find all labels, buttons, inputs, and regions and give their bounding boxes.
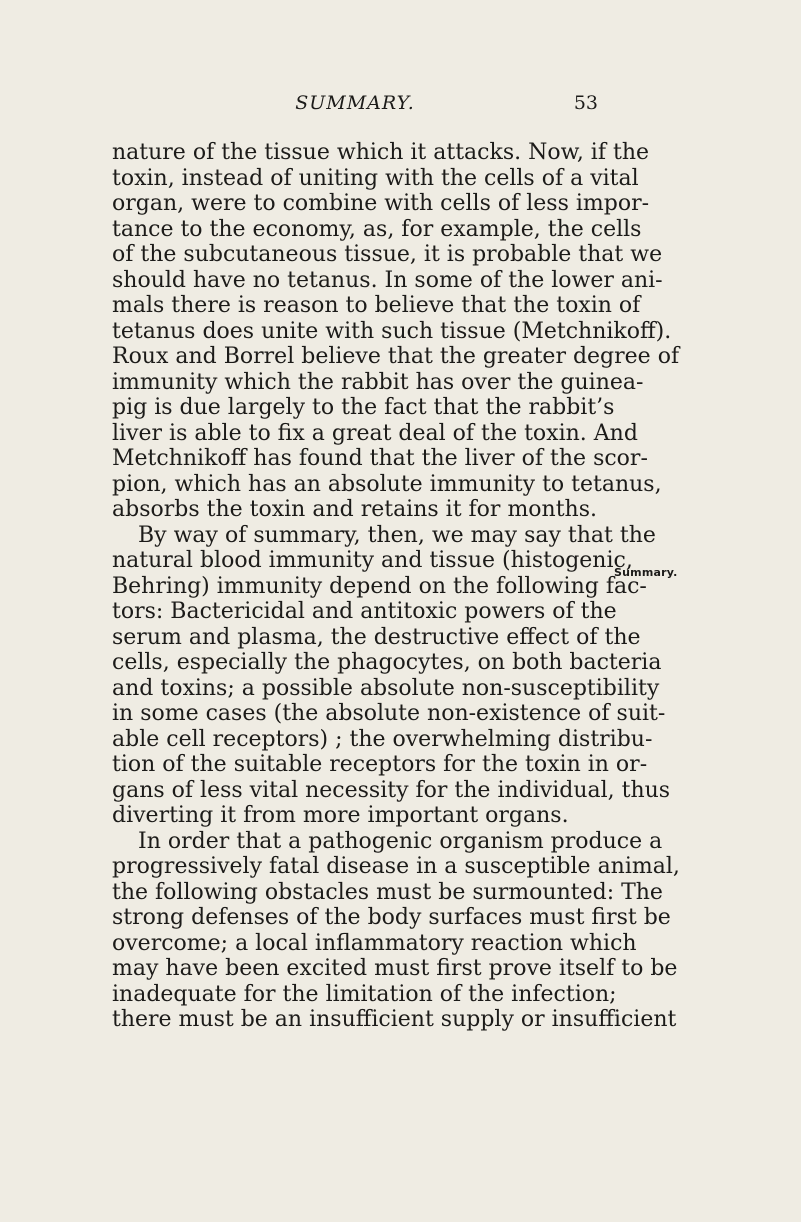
- running-head: SUMMARY.: [295, 92, 415, 114]
- text-line: tetanus does unite with such tissue (Metchnikoff).: [112, 318, 672, 344]
- text-line: tance to the economy, as, for example, the cells: [112, 216, 642, 242]
- text-line: toxin, instead of uniting with the cells of a vital: [112, 165, 639, 191]
- page-number: 53: [573, 92, 598, 114]
- text-line: In order that a pathogenic organism produce a: [138, 828, 663, 854]
- text-line: Metchnikoff has found that the liver of the scor-: [112, 446, 648, 471]
- text-line: inadequate for the limitation of the infection;: [112, 981, 617, 1007]
- paragraph: [112, 828, 680, 1033]
- text-line: should have no tetanus. In some of the lower ani-: [112, 267, 663, 293]
- text-line: diverting it from more important organs.: [112, 803, 569, 828]
- text-line: absorbs the toxin and retains it for months.: [112, 497, 598, 522]
- text-line: the following obstacles must be surmounted: The: [112, 879, 663, 905]
- body-text: [112, 140, 680, 1033]
- text-line: overcome; a local inflammatory reaction which: [112, 930, 637, 956]
- text-line: in some cases (the absolute non-existence of suit-: [112, 701, 666, 726]
- text-line: able cell receptors) ; the overwhelming distribu-: [112, 726, 653, 752]
- text-line: of the subcutaneous tissue, it is probable that we: [112, 242, 663, 267]
- text-line: mals there is reason to believe that the toxin of: [112, 293, 641, 318]
- text-line: progressively fatal disease in a susceptible animal,: [112, 854, 680, 879]
- text-line: there must be an insufficient supply or insufficient: [112, 1007, 677, 1032]
- text-line: gans of less vital necessity for the individual, thus: [112, 777, 671, 803]
- text-line: tors: Bactericidal and antitoxic powers of the: [112, 599, 617, 624]
- text-line: strong defenses of the body surfaces must first be: [112, 905, 671, 930]
- margin-note: Summary.: [614, 566, 678, 579]
- text-line: organ, were to combine with cells of less impor-: [112, 191, 650, 216]
- text-line: pig is due largely to the fact that the rabbit’s: [112, 395, 615, 420]
- paragraph: [112, 522, 671, 829]
- text-line: immunity which the rabbit has over the guinea-: [112, 369, 644, 395]
- text-line: and toxins; a possible absolute non-susceptibility: [112, 675, 660, 701]
- text-line: cells, especially the phagocytes, on both bacteria: [112, 650, 662, 675]
- text-line: liver is able to fix a great deal of the toxin. And: [112, 420, 638, 446]
- text-line: may have been excited must first prove itself to be: [112, 956, 678, 981]
- text-line: Roux and Borrel believe that the greater degree of: [112, 344, 680, 369]
- text-line: nature of the tissue which it attacks. Now, if the: [112, 140, 650, 165]
- page-header: [112, 92, 598, 122]
- text-line: pion, which has an absolute immunity to tetanus,: [112, 471, 662, 497]
- text-line: natural blood immunity and tissue (histogenic,: [112, 548, 633, 573]
- paragraph: [112, 140, 680, 523]
- text-line: By way of summary, then, we may say that the: [138, 522, 656, 548]
- text-line: tion of the suitable receptors for the toxin in or-: [112, 752, 648, 777]
- text-line: Behring) immunity depend on the following fac-: [112, 573, 647, 599]
- text-line: serum and plasma, the destructive effect of the: [112, 624, 641, 650]
